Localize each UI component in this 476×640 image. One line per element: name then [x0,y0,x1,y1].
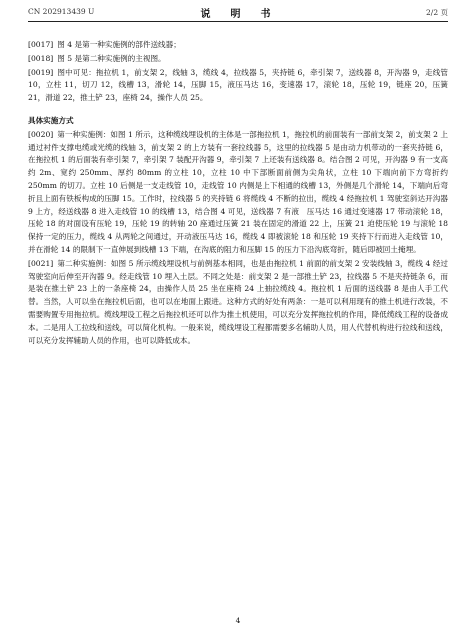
paragraph-text: 第一种实施例：如图 1 所示，这种缆线埋设机的主体是一部拖拉机 1，拖拉机的前面装有一部前支架 2，前支架 2 上通过衬件支撑电缆或光缆的线轴 3，前支架 2 的上方装有一套拉线器 5，这里的拉线器 5 是由动力机带动的一套夹持链 6，在拖拉机 1 的后面装有牵引架 7，牵引架 7 装配开沟器 9，牵引架 7 上还装有送线器 8。结合图 2 可见，开沟器 9 有一支高约 2m、宽约 250mm、厚约 80mm 的立柱 10，立柱 10 中下部断面前侧为尖角状，立柱 10 下端向前下方弯折约 250mm 的切刀。立柱 10 后侧是一支走线管 10，走线管 10 内侧是上下相通的线槽 13，外侧是几个滑轮 14，下端向后弯折且上面有铁板构成的压脚 15。工作时，拉线器 5 的夹持链 6 将缆线 4 不断的拉出，缆线 4 经拖拉机 1 驾驶室斜达开沟器 9 上方，经送线器 8 进入走线管 10 的线槽 13，结合图 4 可见，送线器 7 有液 压马达 16 通过变速器 17 带动滚轮 18，压轮 18 的对面设有压轮 19，压轮 19 的转轴 20 座通过压簧 21 装在固定的滑道 22 上，压簧 21 迫使压轮 19 与滚轮 18 保持一定的压力，缆线 4 从两轮之间通过，开动液压马达 16，缆线 4 即被滚轮 18 和压轮 19 夹持下行而进入走线管 10，并在滑轮 14 的限制下一直伸展到线槽 13 下端，在沟底的阻力和压脚 15 的压力下沿沟底弯折，随后即被回土掩埋。 [28,129,448,254]
paragraph-0019 [28,67,448,105]
paragraph-number: [0018] [28,53,54,63]
section-heading: 具体实施方式 [28,115,74,125]
page-of-indicator: 2/2 页 [426,8,448,17]
paragraph-0020 [28,129,448,257]
paragraph-number: [0017] [28,40,54,49]
publication-number: CN 202913439 U [28,7,95,16]
document-body [28,39,448,348]
header-rule [28,21,448,22]
paragraph-text: 图 4 是第一种实施例的部件送线器； [57,40,181,49]
page-header [28,6,448,20]
paragraph-0017 [28,39,448,52]
paragraph-0021 [28,258,448,348]
page-number: 4 [235,616,241,625]
paragraph-0018 [28,53,448,66]
paragraph-number: [0021] [28,258,54,268]
paragraph-text: 图中可见：拖拉机 1，前支架 2，线轴 3，缆线 4，拉线器 5，夹持链 6，牵引架 7，送线器 8，开沟器 9，走线管 10，立柱 11，切刀 12，线槽 13，滑轮 14，压脚 15，液压马达 16，变速器 17，滚轮 18，压轮 19，链座 20，压簧 21，滑道 22，推土铲 23，座椅 24，操作人员 25。 [28,67,448,103]
paragraph-text: 图 5 是第二种实施例的主视图。 [57,53,166,63]
paragraph-number: [0020] [28,129,54,139]
document-title: 说 明 书 [200,9,276,20]
paragraph-text: 第二种实施例：如图 5 所示缆线埋设机与前例基本相同，也是由拖拉机 1 前面的前支架 2 安装线轴 3，缆线 4 经过驾驶室向后伸至开沟器 9。经走线管 10 埋入土层。不同之处是：前支架 2 是一部推土铲 23，拉线器 5 不是夹持链条 6，而是装在推土铲 23 上的一条座椅 24，由操作人员 25 坐在座椅 24 上抽拉缆线 4。拖拉机 1 后面的送线器 8 是由人手工代替。当然，人可以坐在拖拉机后面，也可以在地面上跟进。这种方式的好处有两条：一是可以利用现有的推土机进行改装，不需要购置专用拖拉机。缆线埋设工程之后拖拉机还可以作为推土机使用，可以充分发挥拖拉机的作用，降低缆线工程的设备成本。二是用人工拉线和送线，可以简化机构。一般来说，缆线埋设工程都需要多名辅助人员，用人代替机构进行拉线和送线，可以充分发挥辅助人员的作用，也可以降低成本。 [28,258,448,345]
paragraph-number: [0019] [28,67,54,77]
